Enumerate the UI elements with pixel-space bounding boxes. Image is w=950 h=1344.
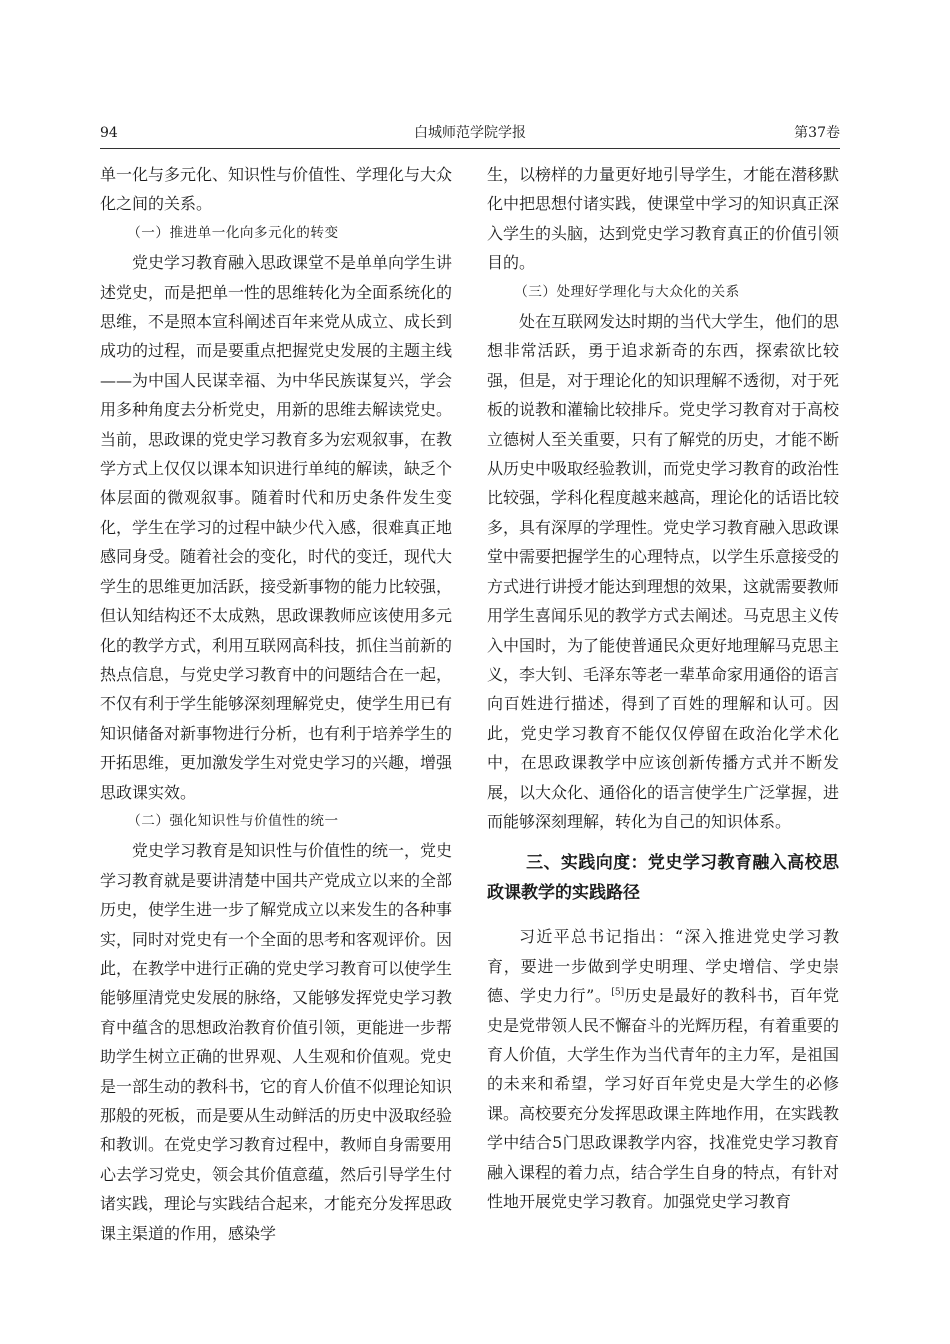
paragraph-text: 历史是最好的教科书，百年党史是党带领人民不懈奋斗的光辉历程，有着重要的育人价值，大学生作为当代青年的主力军，是祖国的未来和希望，学习好百年党史是大学生的必修课。高校要充分发挥思政课主阵地作用，在实践教学中结合5门思政课教学内容，找准党史学习教育融入课程的着力点，结合学生自身的特点，有针对性地开展党史学习教育。加强党史学习教育: [487, 986, 840, 1211]
paragraph: [487, 922, 839, 1216]
header-rule: [100, 148, 840, 149]
paragraph: 生，以榜样的力量更好地引导学生，才能在潜移默化中把思想付诸实践，使课堂中学习的知识真正深入学生的头脑，达到党史学习教育真正的价值引领目的。: [487, 165, 840, 273]
paragraph: 处在互联网发达时期的当代大学生，他们的思想非常活跃，勇于追求新奇的东西，探索欲比较强，但是，对于理论化的知识理解不透彻，对于死板的说教和灌输比较排斥。党史学习教育对于高校立德树人至关重要，只有了解党的历史，才能不断从历史中吸取经验教训，而党史学习教育的政治性比较强，学科化程度越来越高，理论化的话语比较多，具有深厚的学理性。党史学习教育融入思政课堂中需要把握学生的心理特点，以学生乐意接受的方式进行讲授才能达到理想的效果，这就需要教师用学生喜闻乐见的教学方式去阐述。马克思主义传入中国时，为了能使普通民众更好地理解马克思主义，李大钊、毛泽东等老一辈革命家用通俗的语言向百姓进行描述，得到了百姓的理解和认可。因此，党史学习教育不能仅仅停留在政治化学术化中，在思政课教学中应该创新传播方式并不断发展，以大众化、通俗化的语言使学生广泛掌握，进而能够深刻理解，转化为自己的知识体系。: [487, 312, 840, 831]
running-header: [100, 122, 840, 144]
paragraph-text: 习近平总书记指出：“深入推进党史学习教育，要进一步做到学史明理、学史增信、学史崇德、学史力行”。: [487, 927, 839, 1006]
paragraph: 党史学习教育是知识性与价值性的统一，党史学习教育就是要讲清楚中国共产党成立以来的全部历史，使学生进一步了解党成立以来发生的各种事实，同时对党史有一个全面的思考和客观评价。因此，在教学中进行正确的党史学习教育可以使学生能够厘清党史发展的脉络，又能够发挥党史学习教育中蕴含的思想政治教育价值引领，更能进一步帮助学生树立正确的世界观、人生观和价值观。党史是一部生动的教科书，它的育人价值不似理论知识那般的死板，而是要从生动鲜活的历史中汲取经验和教训。在党史学习教育过程中，教师自身需要用心去学习党史，领会其价值意蕴，然后引导学生付诸实践，理论与实践结合起来，才能充分发挥思政课主渠道的作用，感染学: [100, 841, 453, 1243]
citation-marker: [5]: [611, 987, 625, 998]
right-column: [487, 160, 839, 1216]
left-column: [100, 160, 452, 1248]
journal-title: 白城师范学院学报: [414, 125, 526, 141]
volume-label: 第37卷: [794, 125, 840, 141]
subheading: （二）强化知识性与价值性的统一: [127, 812, 339, 829]
section-heading: 三、实践向度：党史学习教育融入高校思政课教学的实践路径: [487, 853, 839, 904]
subheading: （三）处理好学理化与大众化的关系: [514, 283, 740, 300]
subheading: （一）推进单一化向多元化的转变: [127, 224, 339, 241]
page-number: 94: [100, 125, 118, 141]
paragraph: 党史学习教育融入思政课堂不是单单向学生讲述党史，而是把单一性的思维转化为全面系统化的思维，不是照本宣科阐述百年来党从成立、成长到成功的过程，而是要重点把握党史发展的主题主线——为中国人民谋幸福、为中华民族谋复兴，学会用多种角度去分析党史，用新的思维去解读党史。当前，思政课的党史学习教育多为宏观叙事，在教学方式上仅仅以课本知识进行单纯的解读，缺乏个体层面的微观叙事。随着时代和历史条件发生变化，学生在学习的过程中缺少代入感，很难真正地感同身受。随着社会的变化，时代的变迁，现代大学生的思维更加活跃，接受新事物的能力比较强，但认知结构还不太成熟，思政课教师应该使用多元化的教学方式，利用互联网高科技，抓住当前新的热点信息，与党史学习教育中的问题结合在一起，不仅有利于学生能够深刻理解党史，使学生用已有知识储备对新事物进行分析，也有利于培养学生的开拓思维，更加激发学生对党史学习的兴趣，增强思政课实效。: [100, 253, 453, 802]
paragraph: 单一化与多元化、知识性与价值性、学理化与大众化之间的关系。: [100, 165, 453, 214]
